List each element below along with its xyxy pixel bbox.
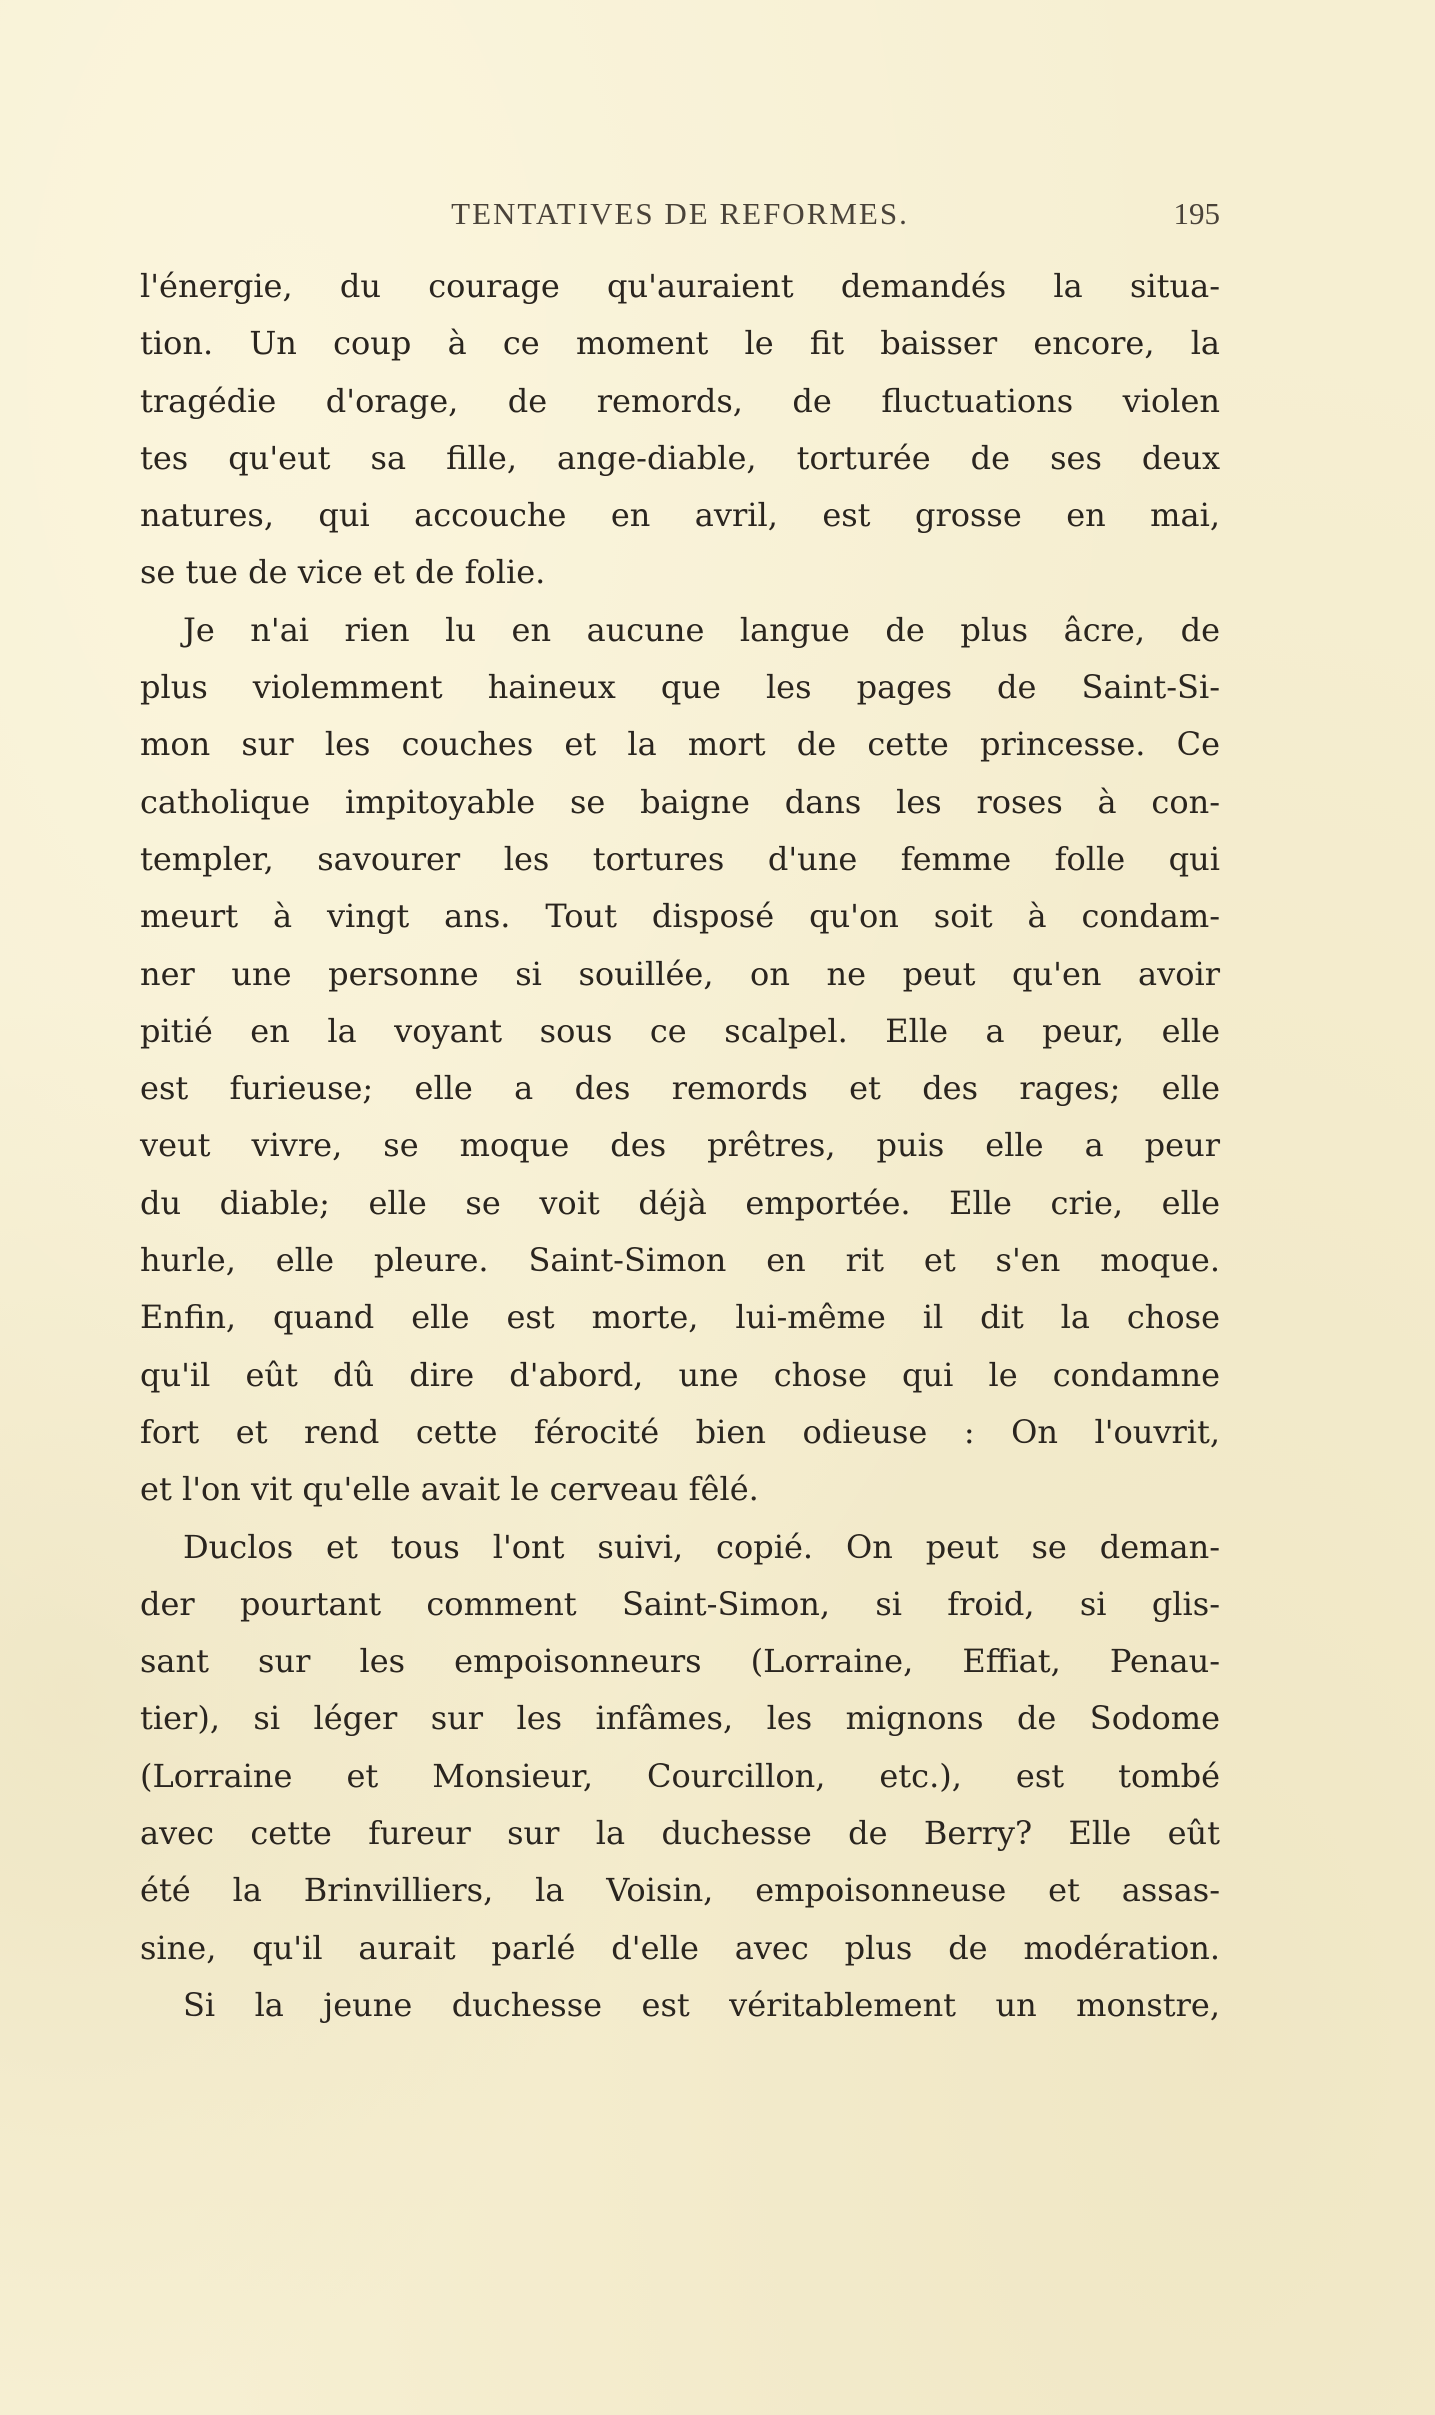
text-line: ner une personne si souillée, on ne peut qu'en avoir <box>140 954 1220 993</box>
text-line: (Lorraine et Monsieur, Courcillon, etc.), est tombé <box>140 1756 1220 1795</box>
text-line: tier), si léger sur les infâmes, les mignons de Sodome <box>140 1699 1220 1738</box>
text-line: mon sur les couches et la mort de cette princesse. Ce <box>140 725 1220 764</box>
text-line: natures, qui accouche en avril, est grosse en mai, <box>140 496 1220 535</box>
text-line: Duclos et tous l'ont suivi, copié. On peut se deman- <box>183 1527 1220 1566</box>
text-line: hurle, elle pleure. Saint-Simon en rit et s'en moque. <box>140 1241 1220 1280</box>
text-line: et l'on vit qu'elle avait le cerveau fêlé. <box>140 1470 759 1509</box>
text-line: fort et rend cette férocité bien odieuse : On l'ouvrit, <box>140 1412 1220 1451</box>
text-line: du diable; elle se voit déjà emportée. Elle crie, elle <box>140 1183 1220 1222</box>
body-text <box>140 258 1220 2034</box>
text-line: pitié en la voyant sous ce scalpel. Elle a peur, elle <box>140 1011 1220 1050</box>
text-line: Enfin, quand elle est morte, lui-même il dit la chose <box>140 1298 1220 1337</box>
text-line: meurt à vingt ans. Tout disposé qu'on soit à condam- <box>140 897 1220 936</box>
text-line: Si la jeune duchesse est véritablement un monstre, <box>183 1985 1220 2024</box>
text-line: tion. Un coup à ce moment le fit baisser encore, la <box>140 324 1220 363</box>
text-line: se tue de vice et de folie. <box>140 553 546 592</box>
running-head <box>140 196 1220 236</box>
text-line: templer, savourer les tortures d'une femme folle qui <box>140 839 1220 878</box>
text-line: avec cette fureur sur la duchesse de Berry? Elle eût <box>140 1814 1220 1853</box>
text-line: sant sur les empoisonneurs (Lorraine, Effiat, Penau- <box>140 1642 1220 1681</box>
text-line: sine, qu'il aurait parlé d'elle avec plus de modération. <box>140 1928 1220 1967</box>
text-line: qu'il eût dû dire d'abord, une chose qui le condamne <box>140 1355 1220 1394</box>
page-number: 195 <box>1173 196 1220 231</box>
text-line: tes qu'eut sa fille, ange-diable, torturée de ses deux <box>140 438 1220 477</box>
text-line: tragédie d'orage, de remords, de fluctuations violen <box>140 381 1220 420</box>
text-line: été la Brinvilliers, la Voisin, empoisonneuse et assas- <box>140 1871 1220 1910</box>
text-line: veut vivre, se moque des prêtres, puis elle a peur <box>140 1126 1220 1165</box>
text-line: est furieuse; elle a des remords et des rages; elle <box>140 1069 1220 1108</box>
running-title: TENTATIVES DE REFORMES. <box>451 196 909 231</box>
text-line: der pourtant comment Saint-Simon, si froid, si glis- <box>140 1584 1220 1623</box>
text-line: l'énergie, du courage qu'auraient demandés la situa- <box>140 267 1220 305</box>
text-line: Je n'ai rien lu en aucune langue de plus âcre, de <box>183 610 1220 649</box>
text-line: plus violemment haineux que les pages de Saint-Si- <box>140 668 1220 707</box>
text-line: catholique impitoyable se baigne dans les roses à con- <box>140 782 1220 821</box>
